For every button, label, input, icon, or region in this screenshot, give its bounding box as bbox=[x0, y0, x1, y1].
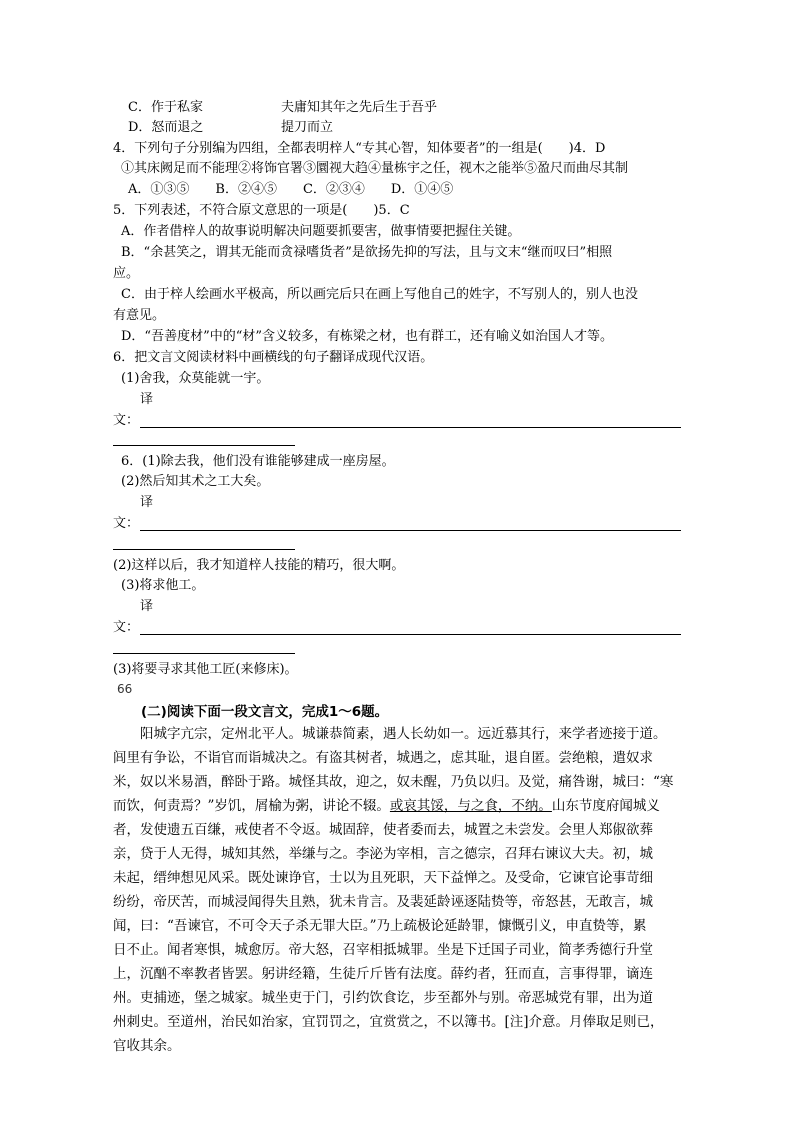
q3-option-d-right: 提刀而立 bbox=[281, 120, 334, 135]
passage-line: 闻，曰：“吾谏官，不可令天子杀无罪大臣。”乃上疏极论延龄罪，慷慨引义，申直贽等，累 bbox=[113, 918, 647, 934]
passage-line: 米，奴以米易酒，醉卧于路。城怪其故，迎之，奴未醒，乃负以归。及觉，痛咎谢，城曰：“寒 bbox=[113, 774, 674, 790]
passage-line: 官收其余。 bbox=[113, 1038, 181, 1054]
q6-wen-label-2: 文： bbox=[113, 516, 140, 531]
q4-answer: 4．D bbox=[573, 141, 606, 156]
passage-text: 而饮，何责焉？”岁饥，屑榆为粥，讲论不辍。 bbox=[113, 798, 390, 814]
q6-answer-2: (2)这样以后，我才知道梓人技能的精巧，很大啊。 bbox=[113, 558, 405, 573]
q6-translate-label-2: 译 bbox=[140, 495, 154, 510]
q4-stem-text: 4．下列句子分别编为四组，全都表明梓人“专其心智，知体要者”的一组是( ) bbox=[113, 141, 574, 156]
q6-answer-3: (3)将要寻求其他工匠(来修床)。 bbox=[113, 662, 298, 677]
q4-items: ①其床阙足而不能理②将饰官署③圜视大趋④量栋宇之任，视木之能举⑤盈尺而曲尽其制 bbox=[121, 161, 629, 176]
q6-sentence-2: (2)然后知其术之工大矣。 bbox=[121, 474, 270, 489]
q6-translate-label-1: 译 bbox=[140, 392, 154, 407]
page-number: 66 bbox=[117, 682, 133, 696]
q5-option-a: A．作者借梓人的故事说明解决问题要抓要害，做事情要把握住关键。 bbox=[121, 224, 521, 239]
answer-line bbox=[140, 530, 681, 531]
passage-line: 纷纷，帝厌苦，而城浸闻得失且熟，犹未肯言。及裴延龄诬逐陆贽等，帝怒甚，无敢言，城 bbox=[113, 894, 653, 910]
q5-stem bbox=[113, 201, 410, 221]
underlined-sentence: 或哀其馁，与之食，不纳。 bbox=[389, 798, 552, 814]
q4-stem bbox=[113, 139, 605, 159]
passage-line: 州。吏捕迹，堡之城家。城坐吏于门，引约饮食讫，步至都外与别。帝恶城党有罪，出为道 bbox=[113, 990, 653, 1006]
answer-line-short bbox=[113, 445, 295, 446]
q5-stem-text: 5．下列表述，不符合原文意思的一项是( ) bbox=[113, 203, 379, 218]
q3-option-c-left: C．作于私家 bbox=[128, 100, 203, 115]
passage-line: 上，沉酗不率教者皆罢。躬讲经籍，生徒斤斤皆有法度。薛约者，狂而直，言事得罪，谪连 bbox=[113, 966, 653, 982]
q5-option-c-line1: C．由于梓人绘画水平极高，所以画完后只在画上写他自己的姓字，不写别人的，别人也没 bbox=[121, 287, 638, 302]
q5-answer: 5．C bbox=[378, 203, 410, 218]
q6-wen-label-1: 文： bbox=[113, 413, 140, 428]
passage-line: 阳城字亢宗，定州北平人。城谦恭简素，遇人长幼如一。远近慕其行，来学者迹接于道。 bbox=[113, 726, 667, 742]
answer-line-short bbox=[113, 653, 295, 654]
q3-option-c bbox=[128, 98, 203, 118]
passage-line: 闾里有争讼，不诣官而诣城决之。有盗其树者，城遇之，虑其耻，退自匿。尝绝粮，遣奴求 bbox=[113, 750, 653, 766]
passage-text: 山东节度府闻城义 bbox=[551, 798, 660, 814]
answer-line bbox=[140, 634, 681, 635]
q3-option-d-left: D．怒而退之 bbox=[128, 120, 204, 135]
q6-wen-label-3: 文： bbox=[113, 620, 140, 635]
answer-line bbox=[140, 427, 681, 428]
passage-line: 亲，贷于人无得，城知其然，举缣与之。李泌为宰相，言之德宗，召拜右谏议大夫。初，城 bbox=[113, 846, 653, 862]
passage-line: 者，发使遗五百缣，戒使者不令返。城固辞，使者委而去，城置之未尝发。会里人郑俶欲葬 bbox=[113, 822, 653, 838]
passage bbox=[113, 722, 681, 1058]
q6-answer-1: 6．(1)除去我，他们没有谁能够建成一座房屋。 bbox=[121, 454, 395, 469]
q5-option-c-line2: 有意见。 bbox=[113, 308, 166, 323]
passage-line: 未起，缙绅想见风采。既处谏诤官，士以为且死职，天下益惮之。及受命，它谏官论事苛细 bbox=[113, 870, 653, 886]
q5-option-d: D．“吾善度材”中的“材”含义较多，有栋梁之材，也有群工，还有喻义如治国人才等。 bbox=[121, 329, 614, 344]
q5-option-b-line1: B．“余甚笑之，谓其无能而贪禄嗜货者”是欲扬先抑的写法，且与文末“继而叹曰”相照 bbox=[121, 245, 613, 260]
passage-line: 日不止。闻者寒惧，城愈厉。帝大怒，召宰相抵城罪。坐是下迁国子司业，简孝秀德行升堂 bbox=[113, 942, 653, 958]
q4-options: A．①③⑤ B．②④⑤ C．②③④ D．①④⑤ bbox=[128, 182, 454, 197]
q3-option-c-right: 夫庸知其年之先后生于吾乎 bbox=[281, 100, 438, 115]
q5-option-b-line2: 应。 bbox=[113, 266, 140, 281]
q6-translate-label-3: 译 bbox=[140, 599, 154, 614]
section-heading: (二)阅读下面一段文言文，完成1～6题。 bbox=[141, 704, 389, 720]
q6-stem: 6．把文言文阅读材料中画横线的句子翻译成现代汉语。 bbox=[113, 350, 434, 365]
answer-line-short bbox=[113, 549, 295, 550]
passage-line: 州刺史。至道州，治民如治家，宜罚罚之，宜赏赏之，不以簿书。[注]介意。月俸取足则已， bbox=[113, 1014, 664, 1030]
passage-line bbox=[113, 794, 681, 818]
q6-sentence-1: (1)舍我，众莫能就一宇。 bbox=[121, 371, 270, 386]
q6-sentence-3: (3)将求他工。 bbox=[121, 578, 205, 593]
